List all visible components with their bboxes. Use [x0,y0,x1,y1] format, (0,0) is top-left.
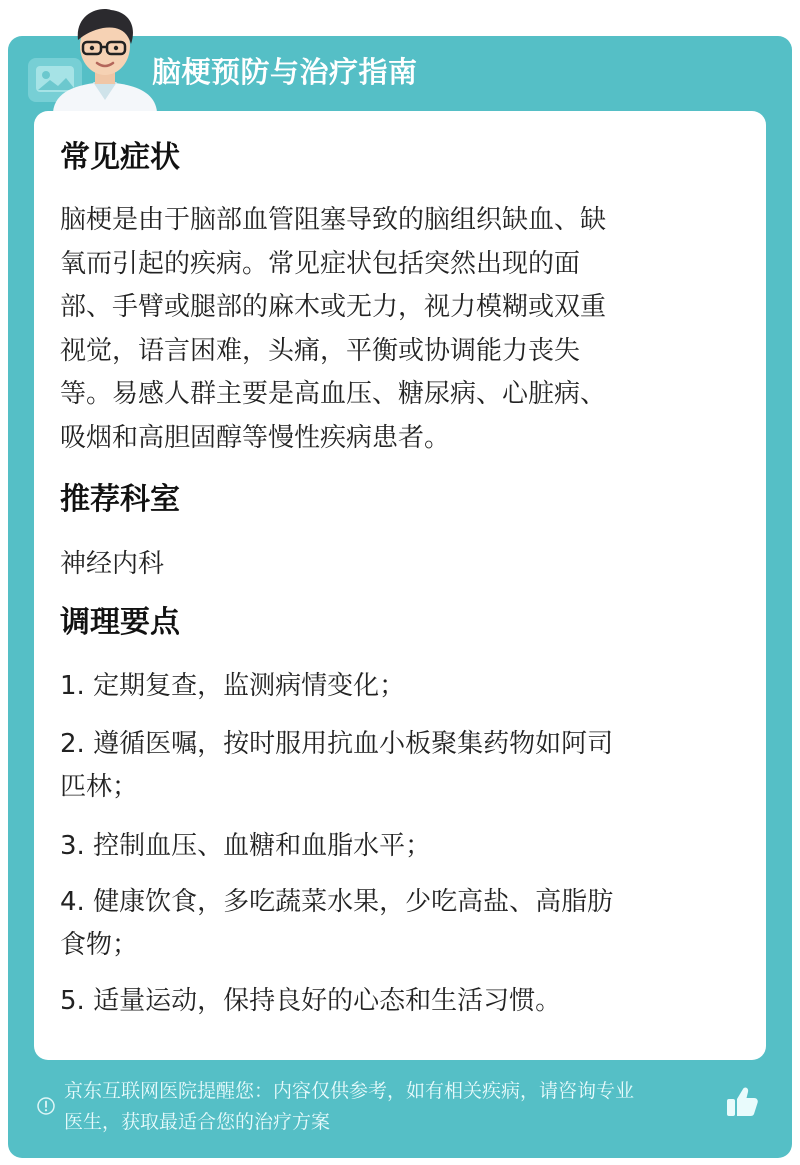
care-item-line: 2. 遵循医嘱，按时服用抗血小板聚集药物如阿司 [60,729,614,759]
section-title-care: 调理要点 [60,605,180,640]
care-item [60,723,740,809]
thumbs-up-icon[interactable] [724,1084,760,1120]
info-icon [36,1096,56,1116]
care-item-line: 3. 控制血压、血糖和血脂水平； [60,831,432,861]
section-title-symptoms: 常见症状 [60,140,180,175]
doctor-avatar [45,0,165,112]
care-item-line: 匹林； [60,772,139,802]
care-item-line: 1. 定期复查，监测病情变化； [60,671,406,701]
symptoms-line: 氧而引起的疾病。常见症状包括突然出现的面 [60,248,581,279]
section-title-department: 推荐科室 [60,482,180,517]
care-item [60,881,740,967]
page-title: 脑梗预防与治疗指南 [152,55,418,89]
care-item-line: 食物； [60,930,139,960]
symptoms-line: 视觉，语言困难，头痛，平衡或协调能力丧失 [60,335,581,366]
care-item [60,825,740,868]
footer-disclaimer [64,1076,724,1138]
care-item-line: 5. 适量运动，保持良好的心态和生活习惯。 [60,986,562,1016]
footer-line: 京东互联网医院提醒您：内容仅供参考，如有相关疾病，请咨询专业 [64,1080,635,1102]
footer-line: 医生，获取最适合您的治疗方案 [64,1111,331,1133]
symptoms-line: 部、手臂或腿部的麻木或无力，视力模糊或双重 [60,292,607,322]
symptoms-line: 吸烟和高胆固醇等慢性疾病患者。 [60,422,451,453]
symptoms-line: 等。易感人群主要是高血压、糖尿病、心脏病、 [60,379,607,409]
care-item-line: 4. 健康饮食，多吃蔬菜水果，少吃高盐、高脂肪 [60,887,614,917]
symptoms-line: 脑梗是由于脑部血管阻塞导致的脑组织缺血、缺 [60,205,607,235]
care-item [60,980,740,1023]
department-value: 神经内科 [60,549,165,579]
symptoms-text [60,199,740,460]
care-item [60,665,740,708]
